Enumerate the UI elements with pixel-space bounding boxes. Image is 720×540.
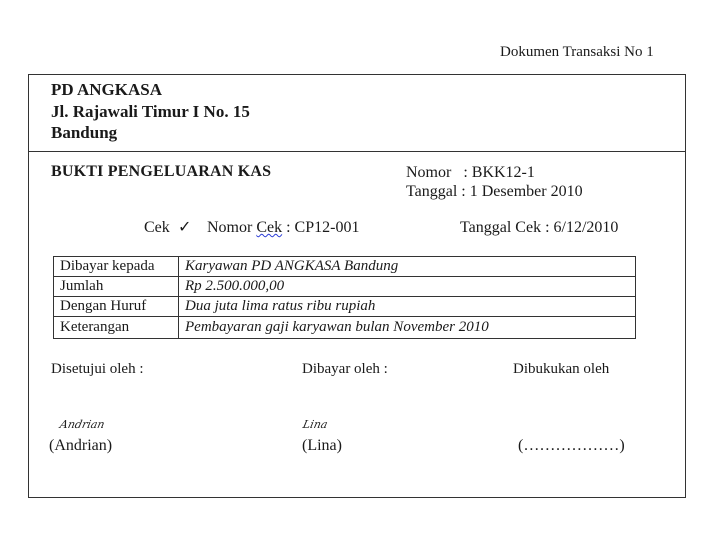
voucher-date: Tanggal : 1 Desember 2010 (406, 183, 583, 200)
voucher-title: BUKTI PENGELUARAN KAS (51, 163, 272, 180)
detail-label: Jumlah (54, 277, 179, 297)
booked-by-label: Dibukukan oleh (513, 361, 610, 377)
details-table (53, 256, 636, 339)
cheque-number (207, 219, 359, 237)
table-row (54, 297, 636, 317)
table-row (54, 257, 636, 277)
table-row (54, 277, 636, 297)
bookkeeper-name: (………………) (518, 437, 625, 454)
company-city: Bandung (51, 123, 118, 142)
signature-lina: Lina (301, 418, 329, 431)
cheque-label: Cek (144, 219, 170, 236)
table-row (54, 317, 636, 339)
detail-label: Dibayar kepada (54, 257, 179, 277)
header-divider (28, 151, 686, 152)
detail-value: Karyawan PD ANGKASA Bandung (179, 257, 636, 277)
cheque-number-suffix: : CP12-001 (282, 219, 360, 236)
paid-by-label: Dibayar oleh : (302, 361, 388, 377)
payer-name: (Lina) (302, 437, 342, 454)
cheque-number-cek: Cek (256, 219, 283, 236)
approver-name: (Andrian) (49, 437, 113, 454)
cheque-date: Tanggal Cek : 6/12/2010 (460, 219, 619, 236)
document-label: Dokumen Transaksi No 1 (500, 44, 654, 60)
detail-label: Keterangan (54, 317, 179, 339)
approved-by-label: Disetujui oleh : (51, 361, 144, 377)
voucher-number: Nomor : BKK12-1 (406, 164, 535, 181)
check-mark-icon: ✓ (178, 219, 192, 236)
detail-value: Dua juta lima ratus ribu rupiah (179, 297, 636, 317)
detail-label: Dengan Huruf (54, 297, 179, 317)
detail-value: Rp 2.500.000,00 (179, 277, 636, 297)
cheque-number-prefix: Nomor (207, 219, 257, 236)
company-address: Jl. Rajawali Timur I No. 15 (51, 102, 250, 121)
company-name: PD ANGKASA (51, 80, 162, 99)
detail-value: Pembayaran gaji karyawan bulan November 2010 (179, 317, 636, 339)
signature-andrian: Andrian (58, 418, 106, 431)
